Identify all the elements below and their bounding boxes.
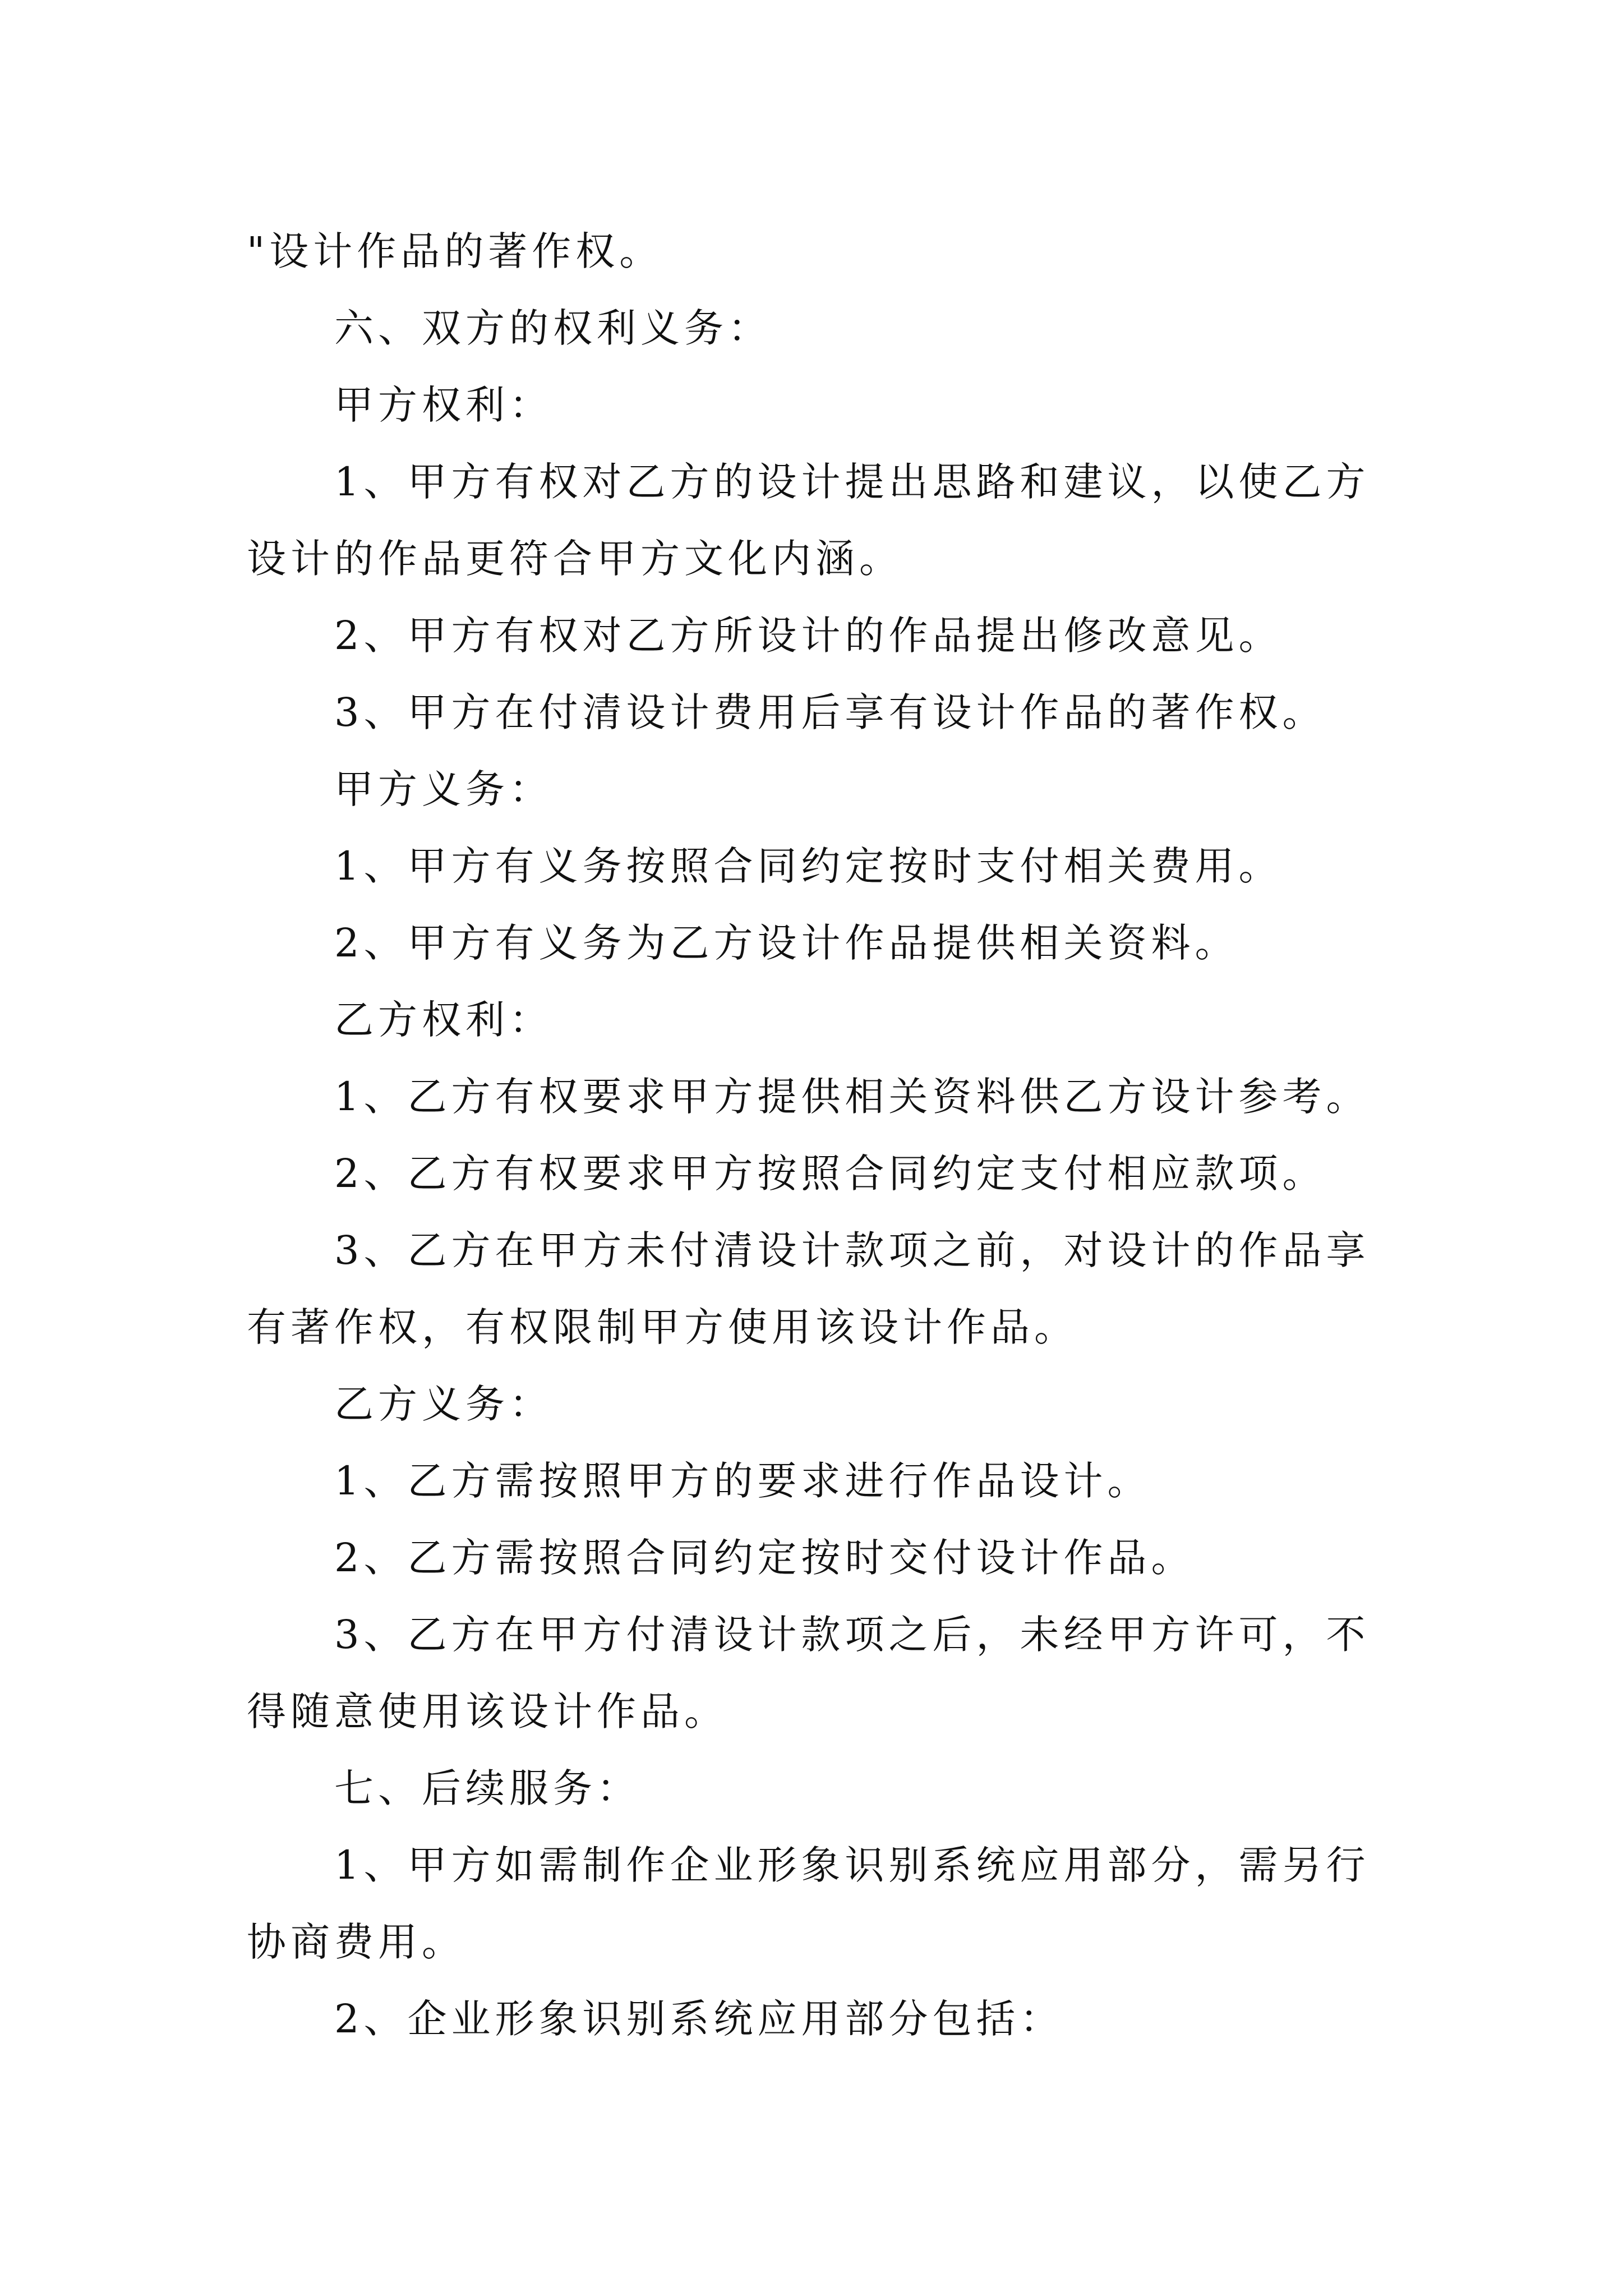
section-heading: 六、双方的权利义务： [334,305,772,351]
paragraph: 2、乙方有权要求甲方按照合同约定支付相应款项。 [334,1151,1326,1197]
paragraph: 3、乙方在甲方付清设计款项之后，未经甲方许可，不得随意使用该设计作品。 [247,1612,1370,1734]
paragraph: 2、乙方需按照合同约定按时交付设计作品。 [334,1535,1195,1581]
paragraph: 1、甲方有义务按照合同约定按时支付相关费用。 [334,843,1283,889]
paragraph: 1、乙方需按照甲方的要求进行作品设计。 [334,1458,1151,1504]
subsection-heading: 乙方权利： [334,997,553,1043]
subsection-heading: 甲方义务： [334,766,553,812]
paragraph: 1、乙方有权要求甲方提供相关资料供乙方设计参考。 [334,1074,1370,1120]
paragraph: 3、乙方在甲方未付清设计款项之前，对设计的作品享有著作权，有权限制甲方使用该设计作品。 [247,1227,1370,1350]
subsection-heading: 甲方权利： [334,382,553,428]
document-body [247,213,1385,2058]
paragraph: "设计作品的著作权。 [247,228,663,274]
paragraph: 1、甲方如需制作企业形象识别系统应用部分，需另行协商费用。 [247,1842,1370,1965]
subsection-heading: 乙方义务： [334,1381,553,1427]
paragraph: 1、甲方有权对乙方的设计提出思路和建议，以使乙方设计的作品更符合甲方文化内涵。 [247,459,1370,582]
paragraph: 2、甲方有权对乙方所设计的作品提出修改意见。 [334,613,1283,659]
paragraph: 2、企业形象识别系统应用部分包括： [334,1996,1064,2042]
paragraph: 2、甲方有义务为乙方设计作品提供相关资料。 [334,920,1239,966]
paragraph: 3、甲方在付清设计费用后享有设计作品的著作权。 [334,689,1326,735]
section-heading: 七、后续服务： [334,1765,640,1811]
